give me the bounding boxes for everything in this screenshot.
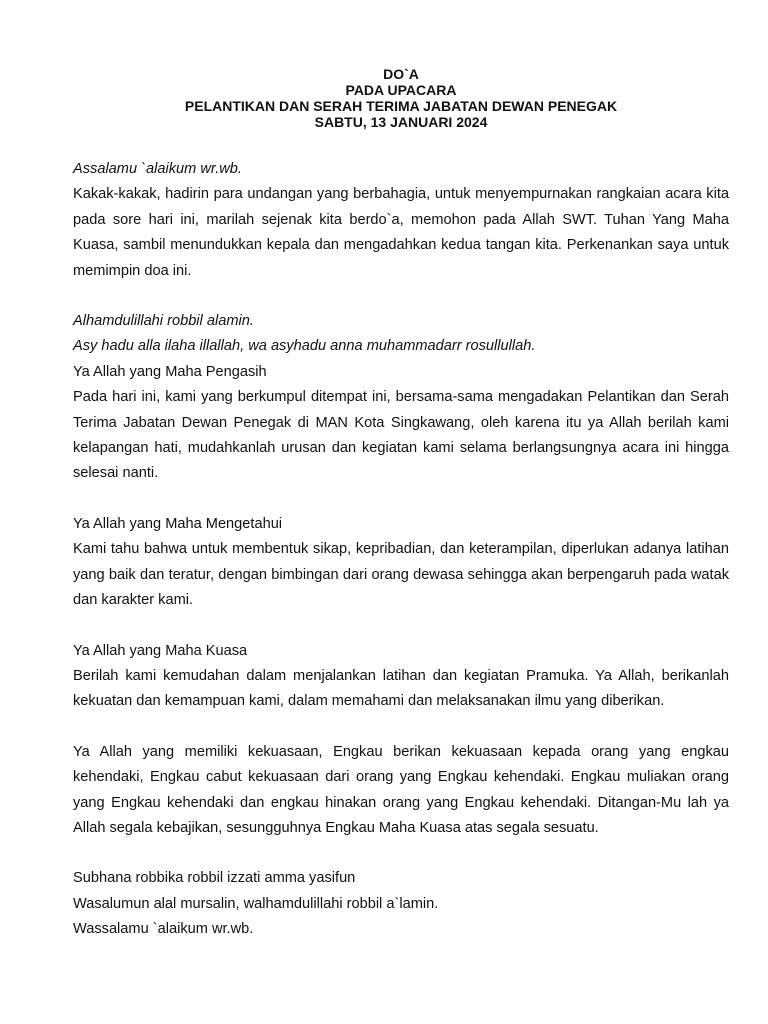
spacer <box>73 284 729 309</box>
intro-paragraph: Kakak-kakak, hadirin para undangan yang berbahagia, untuk menyempurnakan rangkaian acara kita pada sore hari ini, marilah sejenak kita berdo`a, memohon pada Allah SWT. Tuhan Yang Maha Kuasa, sambil menundukkan kepala dan mengadahkan kedua tangan kita. Perkenankan saya untuk memimpin doa ini. <box>73 186 729 279</box>
spacer <box>73 841 729 866</box>
spacer <box>73 130 729 157</box>
greeting-text: Assalamu `alaikum wr.wb. <box>73 161 242 177</box>
section-4-paragraph: Ya Allah yang memiliki kekuasaan, Engkau berikan kekuasaan kepada orang yang engkau kehendaki, Engkau cabut kekuasaan dari orang yang Engkau kehendaki. Engkau muliakan orang yang Engkau kehendaki dan engkau hinakan orang yang Engkau kehendaki. Ditangan-Mu lah ya Allah segala kebajikan, sesungguhnya Engkau Maha Kuasa atas segala sesuatu. <box>73 743 729 836</box>
section-2-heading: Ya Allah yang Maha Mengetahui <box>73 515 283 532</box>
title-line-2: PADA UPACARA <box>345 82 457 98</box>
spacer <box>73 487 729 512</box>
section-3-paragraph: Berilah kami kemudahan dalam menjalankan latihan dan kegiatan Pramuka. Ya Allah, berikanlah kekuatan dan kemampuan kami, dalam memahami dan melaksanakan ilmu yang diberikan. <box>73 667 729 710</box>
section-3-heading: Ya Allah yang Maha Kuasa <box>73 642 248 659</box>
hamdalah-text: Alhamdulillahi robbil alamin. <box>73 313 254 330</box>
closing-line-3: Wassalamu `alaikum wr.wb. <box>73 921 254 938</box>
spacer <box>73 614 729 639</box>
section-1-heading: Ya Allah yang Maha Pengasih <box>73 363 267 380</box>
syahadat-text: Asy hadu alla ilaha illallah, wa asyhadu anna muhammadarr rosullullah. <box>73 338 536 355</box>
closing-line-1: Subhana robbika robbil izzati amma yasifun <box>73 870 356 887</box>
title-line-3: PELANTIKAN DAN SERAH TERIMA JABATAN DEWAN PENEGAK <box>184 98 618 114</box>
document-body <box>73 157 729 943</box>
section-2-paragraph: Kami tahu bahwa untuk membentuk sikap, kepribadian, dan keterampilan, diperlukan adanya latihan yang baik dan teratur, dengan bimbingan dari orang dewasa sehingga akan berpengaruh pada watak dan karakter kami. <box>73 541 729 609</box>
document-title <box>73 66 729 130</box>
spacer <box>73 715 729 740</box>
document-page <box>73 66 729 943</box>
section-1-paragraph: Pada hari ini, kami yang berkumpul ditempat ini, bersama-sama mengadakan Pelantikan dan Serah Terima Jabatan Dewan Penegak di MAN Kota Singkawang, oleh karena itu ya Allah berilah kami kelapangan hati, mudahkanlah urusan dan kegiatan kami selama berlangsungnya acara ini hingga selesai nanti. <box>73 389 729 482</box>
title-line-4: SABTU, 13 JANUARI 2024 <box>314 114 488 130</box>
closing-line-2: Wasalumun alal mursalin, walhamdulillahi robbil a`lamin. <box>73 895 439 912</box>
title-line-1: DO`A <box>383 66 419 82</box>
